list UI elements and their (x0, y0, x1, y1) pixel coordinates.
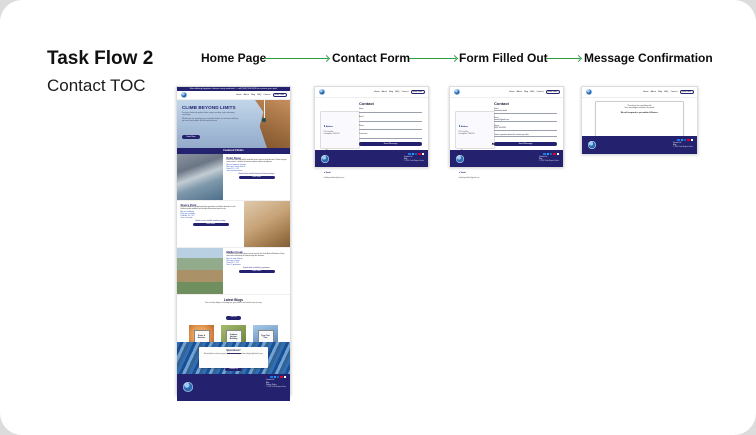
climb-bullet[interactable]: Routes: 5.8 – 5.13 (226, 263, 240, 265)
info-value: Los Angeles, CA 90210 (323, 134, 340, 135)
phone-input[interactable] (359, 124, 422, 130)
nav-item-home[interactable]: Home (643, 90, 649, 93)
nav-item-blog[interactable]: Blog (658, 90, 663, 93)
info-value: 123 Crag Way (458, 132, 469, 133)
flow-step-home-page: Home Page (201, 51, 267, 65)
flow-step-form-filled-out: Form Filled Out (459, 51, 548, 65)
site-logo-icon[interactable] (454, 89, 460, 95)
field-label: Phone (494, 125, 499, 128)
climb-bullet[interactable]: Rock type: sandstone (180, 214, 196, 216)
email-input[interactable]: ssmith@gmail.com (494, 119, 557, 122)
nav-item-faq[interactable]: FAQ (395, 90, 400, 93)
name-input[interactable] (359, 110, 422, 113)
info-value: Los Angeles, CA 90210 (458, 134, 475, 135)
nav-item-about[interactable]: About (243, 93, 249, 96)
climb-title: Point Dume (226, 156, 241, 160)
field-label: Email (494, 116, 499, 119)
instagram-icon[interactable] (284, 376, 286, 378)
contact-info-card (320, 111, 360, 180)
name-input[interactable]: Samantha Smith (494, 110, 557, 113)
info-value: climbbeyondlimits@gmail.com (458, 178, 480, 180)
instagram-icon[interactable] (557, 153, 559, 155)
site-footer (450, 150, 563, 167)
contact-form (494, 108, 557, 140)
instagram-icon[interactable] (691, 139, 693, 141)
learn-more-button[interactable]: Learn More (239, 270, 275, 274)
comments-input[interactable]: I have a question about the classes you offer. (494, 134, 557, 137)
climb-bullet[interactable]: Gear: crash pads (180, 218, 193, 220)
field-label: Email (359, 116, 364, 119)
nav-item-contact[interactable]: Contact (263, 93, 271, 96)
hero-cta-button[interactable]: Book Now (182, 135, 200, 139)
climb-note: Guided climbs available by appointment. (243, 267, 270, 269)
climb-note: Guided climbs available Saturday & Sunday mornings. (238, 173, 275, 175)
climb-section-malibu-creek (177, 248, 290, 295)
page-title: Task Flow 2 (47, 48, 154, 69)
stoney-point-photo (244, 201, 290, 247)
site-footer (315, 150, 428, 167)
footer-link[interactable]: Contact Us (538, 155, 548, 158)
climb-description: A historic sandstone playground where generations of climbers learned the craft. Endless boulder problems and friendly slabs minutes from the city. (180, 207, 236, 211)
latest-blogs-section (177, 295, 290, 342)
home-page-thumbnail[interactable] (176, 86, 291, 395)
field-label: Name (494, 108, 499, 110)
flow-arrow (409, 58, 456, 59)
footer-link[interactable]: Blog (672, 144, 677, 147)
send-message-button[interactable]: Send Message (359, 142, 422, 147)
youtube-icon[interactable] (280, 376, 282, 378)
confirmation-card (595, 101, 684, 137)
confirmation-line: Your message has been received. (624, 107, 655, 110)
youtube-icon[interactable] (553, 153, 555, 155)
nav-item-contact[interactable]: Contact (670, 90, 678, 93)
flow-arrow (546, 58, 580, 59)
site-header (450, 87, 563, 98)
book-now-button[interactable]: Book Now (273, 93, 287, 98)
climb-bullet[interactable]: Problems: V0 – V10 (180, 216, 195, 218)
twitter-icon[interactable] (412, 153, 414, 155)
footer-link[interactable]: Contact Us (403, 155, 413, 158)
featured-climbs-bar: Featured Climbs (177, 148, 290, 154)
hero-text-1: Push your limits with guided climbs, expert coaching, and a welcoming community. (182, 112, 235, 117)
blogs-title: Latest Blogs (223, 297, 244, 302)
site-logo-icon (588, 141, 596, 149)
nav-item-about[interactable]: About (516, 90, 522, 93)
facebook-icon[interactable] (543, 153, 545, 155)
climb-bullet[interactable]: Routes: 5.6 – 5.12 (226, 169, 240, 171)
site-header (177, 91, 290, 100)
questions-section (177, 342, 290, 374)
climb-bullet[interactable]: Best for: bouldering (180, 212, 194, 214)
footer-link[interactable]: Privacy Policy (265, 384, 277, 387)
facebook-icon[interactable] (677, 139, 679, 141)
nav-item-faq[interactable]: FAQ (530, 90, 535, 93)
climb-note: Guided sessions available weekday evenings. (195, 220, 226, 222)
site-logo-icon[interactable] (181, 92, 187, 98)
site-logo-icon (456, 155, 464, 163)
phone-input[interactable]: (555) 555-5555 (494, 127, 557, 130)
twitter-icon[interactable] (681, 139, 683, 141)
nav-item-contact[interactable]: Contact (401, 90, 409, 93)
youtube-icon[interactable] (418, 153, 420, 155)
instagram-icon[interactable] (422, 153, 424, 155)
climb-title: Malibu Creek (226, 250, 243, 254)
linkedin-icon[interactable] (684, 139, 686, 141)
site-logo-icon[interactable] (319, 89, 325, 95)
learn-more-button[interactable]: Learn More (239, 176, 275, 180)
linkedin-icon[interactable] (415, 153, 417, 155)
divider (227, 353, 241, 354)
linkedin-icon[interactable] (277, 376, 279, 378)
nav-item-blog[interactable]: Blog (524, 90, 529, 93)
flow-step-contact-form: Contact Form (332, 51, 410, 65)
field-label: Phone (359, 124, 364, 127)
facebook-icon[interactable] (408, 153, 410, 155)
questions-title: Questions? (226, 348, 241, 352)
book-now-button[interactable]: Book Now (680, 90, 694, 95)
social-icons (673, 139, 693, 141)
contact-title: Contact (494, 101, 509, 106)
nav-item-faq[interactable]: FAQ (257, 93, 262, 96)
field-label: Name (359, 108, 364, 110)
nav-item-home[interactable]: Home (236, 93, 242, 96)
blog-card-label: Knots & Anchors (194, 330, 210, 344)
climb-bullet[interactable]: Best for: sport climbing (226, 259, 243, 261)
nav-item-contact[interactable]: Contact (536, 90, 544, 93)
send-message-button[interactable]: Send Message (494, 142, 557, 147)
site-header (315, 87, 428, 98)
hero-section (177, 100, 290, 148)
social-icons (539, 153, 559, 155)
nav-item-about[interactable]: About (650, 90, 656, 93)
twitter-icon[interactable] (274, 376, 276, 378)
footer-copyright: © 2024 Climb Beyond Limits (538, 161, 559, 163)
footer-link[interactable]: Blog (265, 381, 270, 384)
questions-text: We would love to hear from you. Send us a message and we will get right back to you. (203, 354, 264, 355)
footer-copyright: © 2024 Climb Beyond Limits (672, 147, 693, 149)
social-icons (404, 153, 424, 155)
climb-bullet[interactable]: Gear: top-rope anchors (226, 171, 243, 173)
hero-title: CLIMB BEYOND LIMITS (182, 105, 236, 110)
nav-item-faq[interactable]: FAQ (664, 90, 669, 93)
climb-description: Point Dume rises right off the sand with ocean views in every direction. Classic top-rope routes make it a favorite for first-time outdoor climbers and groups. (226, 160, 287, 164)
climb-section-stoney-point (177, 201, 290, 248)
info-label: Email (324, 172, 331, 174)
learn-more-button[interactable]: Learn More (193, 223, 229, 227)
site-logo-icon (321, 155, 329, 163)
comments-input[interactable] (359, 136, 422, 139)
view-all-button[interactable]: View All (226, 316, 240, 319)
site-nav (236, 93, 286, 98)
climb-description: Pocketed volcanic walls above a scenic creek in the Santa Monica Mountains. Steep sport routes with plenty of shade through the afternoon. (226, 254, 285, 258)
climb-bullet[interactable]: Rock type: volcanic (226, 261, 240, 263)
flow-step-message-confirmation: Message Confirmation (584, 51, 713, 65)
announcement-bar: Now offering beginner classes every weekend — call (555) 555-5555 to reserve your spot! (177, 87, 290, 91)
info-label: Address (324, 126, 334, 128)
linkedin-icon[interactable] (550, 153, 552, 155)
contact-title: Contact (359, 101, 374, 106)
info-label: Email (459, 172, 466, 174)
confirmation-line: Thank you for reaching out! (627, 104, 652, 107)
contact-info-card (455, 111, 495, 180)
youtube-icon[interactable] (687, 139, 689, 141)
contact-form-thumbnail[interactable] (314, 86, 429, 180)
blogs-subtitle: See our latest blogs for climbing tips, gear advice, and stories from the crag. (205, 302, 262, 305)
info-label: Address (459, 126, 469, 128)
blog-card-label: Type Two Fun (258, 330, 274, 344)
field-label: Comments (359, 133, 368, 136)
info-value: 123 Crag Way (323, 132, 334, 133)
book-now-button[interactable]: Book Now (546, 90, 560, 95)
site-footer (177, 374, 290, 401)
nav-item-blog[interactable]: Blog (251, 93, 256, 96)
nav-item-blog[interactable]: Blog (389, 90, 394, 93)
email-input[interactable] (359, 119, 422, 122)
site-header (582, 87, 697, 98)
footer-copyright: © 2024 Climb Beyond Limits (403, 161, 424, 163)
page-subtitle: Contact TOC (47, 76, 146, 95)
footer-link[interactable]: Blog (538, 158, 543, 161)
point-dume-photo (177, 154, 223, 200)
info-value: climbbeyondlimits@gmail.com (323, 178, 345, 180)
footer-link[interactable]: Blog (403, 158, 408, 161)
contact-us-button[interactable]: Contact Us (225, 368, 241, 371)
climb-section-point-dume (177, 154, 290, 201)
footer-link[interactable]: Contact Us (265, 379, 275, 382)
hero-text-2: Whether you are brand new or a seasoned climber, our instructors will help you reach new heights. All skill levels welcome. (182, 118, 238, 123)
climb-bullet[interactable]: Gear: 12 quickdraws (226, 265, 241, 267)
nav-item-about[interactable]: About (381, 90, 387, 93)
confirmation-main (582, 98, 697, 136)
nav-item-home[interactable]: Home (509, 90, 515, 93)
malibu-creek-photo (177, 248, 223, 294)
site-logo-icon (183, 382, 193, 392)
climb-bullet[interactable]: Rock type: volcanic breccia (226, 167, 246, 169)
blog-card-label: Outdoor Anchor Building (226, 330, 242, 344)
flow-arrow (264, 58, 328, 59)
footer-link[interactable]: Contact Us (672, 141, 682, 144)
questions-card (199, 347, 268, 368)
twitter-icon[interactable] (547, 153, 549, 155)
nav-item-home[interactable]: Home (374, 90, 380, 93)
site-logo-icon[interactable] (586, 89, 592, 95)
contact-form (359, 108, 422, 142)
form-filled-out-thumbnail[interactable] (449, 86, 564, 180)
site-footer (582, 136, 697, 154)
book-now-button[interactable]: Book Now (411, 90, 425, 95)
climb-title: Stoney Point (180, 203, 197, 207)
footer-copyright: © 2024 Climb Beyond Limits (265, 387, 286, 389)
confirmation-bold-line: We will respond to you within 24 hours. (620, 111, 659, 114)
climb-bullet[interactable]: Best for: beginners & groups (226, 165, 247, 167)
message-confirmation-thumbnail[interactable] (581, 86, 698, 154)
